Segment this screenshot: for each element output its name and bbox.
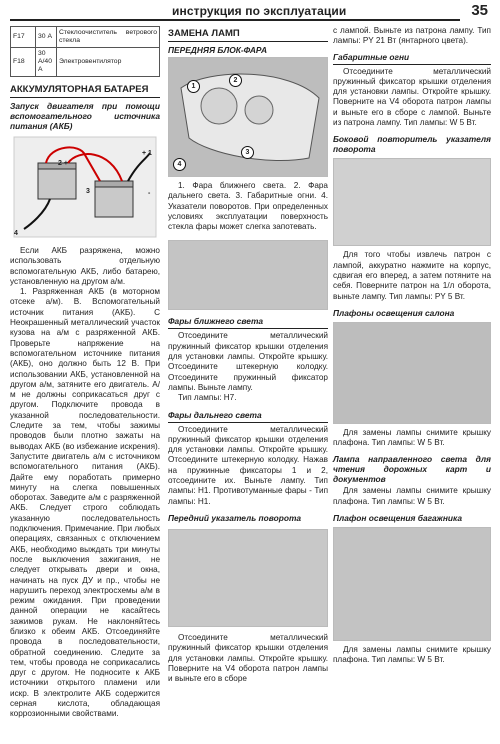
battery-diagram: [10, 133, 160, 241]
fuse-id: F17: [11, 27, 36, 48]
battery-paragraph: Если АКБ разряжена, можно использовать отдельную вспомогательную АКБ, либо батарею, установленную на другом а/м.: [10, 246, 160, 286]
divider: [168, 422, 328, 423]
dome-title: Плафоны освещения салона: [333, 307, 455, 318]
fig-label-plus-top: 2 +: [58, 160, 68, 167]
front-block-title: ПЕРЕДНЯЯ БЛОК-ФАРА: [168, 45, 268, 55]
page-number: 35: [471, 2, 488, 19]
header-title: инструкция по эксплуатации: [172, 4, 347, 18]
fig-label-3: 3: [86, 188, 90, 195]
trunk-text: Для замены лампы снимите крышку плафона. Тип лампы: W 5 Вт.: [333, 645, 491, 665]
low-beam-photo: [168, 240, 328, 310]
high-beam-title: Фары дальнего света: [168, 409, 262, 420]
fig-label-plus-right: + 1: [142, 150, 152, 157]
dome-text: Для замены лампы снимите крышку плафона. Тип лампы: W 5 Вт.: [333, 427, 491, 448]
lamps-title: ЗАМЕНА ЛАМП: [168, 28, 328, 42]
low-beam-type: Тип лампы: Н7.: [178, 393, 237, 403]
front-turn-title: Передний указатель поворота: [168, 512, 302, 523]
map-light-title: Лампа направленного света для чтения дорожных карт и документов: [333, 454, 491, 485]
fuse-id: F18: [11, 48, 36, 77]
headlight-caption: 1. Фара ближнего света. 2. Фара дальнего света. 3. Габаритные огни. 4. Указатели поворотов. При определенных условиях эксплуатации поверхность стекла фары может слегка запотевать.: [168, 181, 328, 232]
column-left: [10, 26, 160, 720]
battery-illustration: [10, 133, 160, 241]
header-rule: [10, 19, 460, 21]
trunk-photo: [333, 527, 491, 641]
callout-2: 2: [229, 74, 242, 87]
fuse-desc: Электровентилятор: [57, 48, 160, 77]
fuse-desc: Стеклоочиститель ветрового стекла: [57, 27, 160, 48]
column-right: [333, 26, 491, 666]
callout-3: 3: [241, 146, 254, 159]
divider: [168, 328, 328, 329]
fig-label-4: 4: [14, 230, 18, 237]
high-beam-text: Отсоедините металлический пружинный фиксатор крышки отделения для установки лампы. Откройте крышку. Отсоедините штекерную колодку. Нажав на пружинные фиксаторы 1 и 2, отсоедините их. Выньте лампу. Тип лампы: Н1. Противотуманные фары - Тип лампы: Н1.: [168, 424, 328, 506]
side-markers-title: Габаритные огни: [333, 51, 410, 62]
side-repeater-text: Для того чтобы извлечь патрон с лампой, аккуратно нажмите на корпус, сдвигая его вперед, а затем потяните на себя. Поверните патрон на 1/л оборота, выньте лампу. Тип лампы: PY 5 Вт.: [333, 250, 491, 301]
table-row: [11, 48, 160, 77]
fuse-table: [10, 26, 160, 77]
side-markers-text: Отсоедините металлический пружинный фиксатор крышки отделения для установки лампы. Откройте крышку. Поверните на V4 оборота патрон лампы и выньте его в сборе с лампой. Выньте из патрона лампу. Тип лампы: W 5 Вт.: [333, 66, 491, 128]
column-middle: [168, 26, 328, 684]
map-light-text: Для замены лампы снимите крышку плафона. Тип лампы: W 5 Вт.: [333, 486, 491, 506]
fuse-amp: 30 А: [36, 27, 57, 48]
callout-1: 1: [187, 80, 200, 93]
fig-label-minus: -: [148, 190, 151, 197]
front-turn-photo: [168, 529, 328, 627]
turn-continuation: с лампой. Выньте из патрона лампу. Тип лампы: PY 21 Вт (янтарного цвета).: [333, 26, 491, 46]
battery-paragraph: 1. Разряженная АКБ (в моторном отсеке а/м). В. Вспомогательный источник питания (АКБ). С Неокрашенный металлический участок кузова на а/м с разряженной АКБ. Проверьте напряжение на вспомогательном источнике питания (АКБ), оно должно быть 12 В. При использовании АКБ, установленной на другом а/м, затяните его двигатель. А/м не должны соприкасаться друг с другом. Подключите провода в указанной последовательности. Следите за тем, чтобы зажимы проводов были плотно зажаты на выводах АКБ (во избежание искрения). Запустите двигатель а/м с источником вспомогательного питания (АКБ). Дайте ему поработать примерно минуту на слегка повышенных оборотах. Заведите а/м с разряженной АКБ. Следует строго соблюдать указанную последовательность подключения. Примечание. При любых операциях, связанных с отключением АКБ, необходимо выждать три минуты после выключения зажигания, не следует открывать двери и окна, начинать на пуск ДУ и пр., чтобы не нарушить переход электросхемы а/м в режим ожидания. При проведении данной операции не касайтесь зажимов рукам. Не наклоняйтесь близко к обеим АКБ. Отсоединяйте провода в последовательности, обратной соединению. Следите за тем, чтобы провода не соприкасались друг с другом. Не подносите к АКБ источники открытого пламени или искр. В электролите АКБ содержится серная кислота, обладающая коррозионными свойствами.: [10, 287, 160, 719]
fuse-amp: 30 А/40 А: [36, 48, 57, 77]
dome-photo: [333, 322, 491, 424]
low-beam-text: Отсоедините металлический пружинный фиксатор крышки отделения для установки лампы. Откройте крышку. Отсоедините штекерную колодку. Отсоедините пружинный фиксатор лампы. Выньте лампу.: [168, 331, 328, 392]
divider: [333, 64, 491, 65]
callout-4: 4: [173, 158, 186, 171]
trunk-title: Плафон освещения багажника: [333, 513, 463, 524]
battery-title: АККУМУЛЯТОРНАЯ БАТАРЕЯ: [10, 84, 160, 98]
side-repeater-title: Боковой повторитель указателя поворота: [333, 134, 491, 155]
table-row: [11, 27, 160, 48]
battery-subtitle: Запуск двигателя при помощи вспомогательного источника питания (АКБ): [10, 101, 160, 131]
side-repeater-photo: [333, 158, 491, 246]
front-turn-text: Отсоедините металлический пружинный фиксатор крышки отделения для установки лампы. Откройте крышку. Поверните на V4 оборота патрон лампы и выньте его в сборе: [168, 632, 328, 684]
headlight-photo: [168, 57, 328, 177]
low-beam-title: Фары ближнего света: [168, 316, 264, 327]
page-header: [0, 0, 500, 22]
